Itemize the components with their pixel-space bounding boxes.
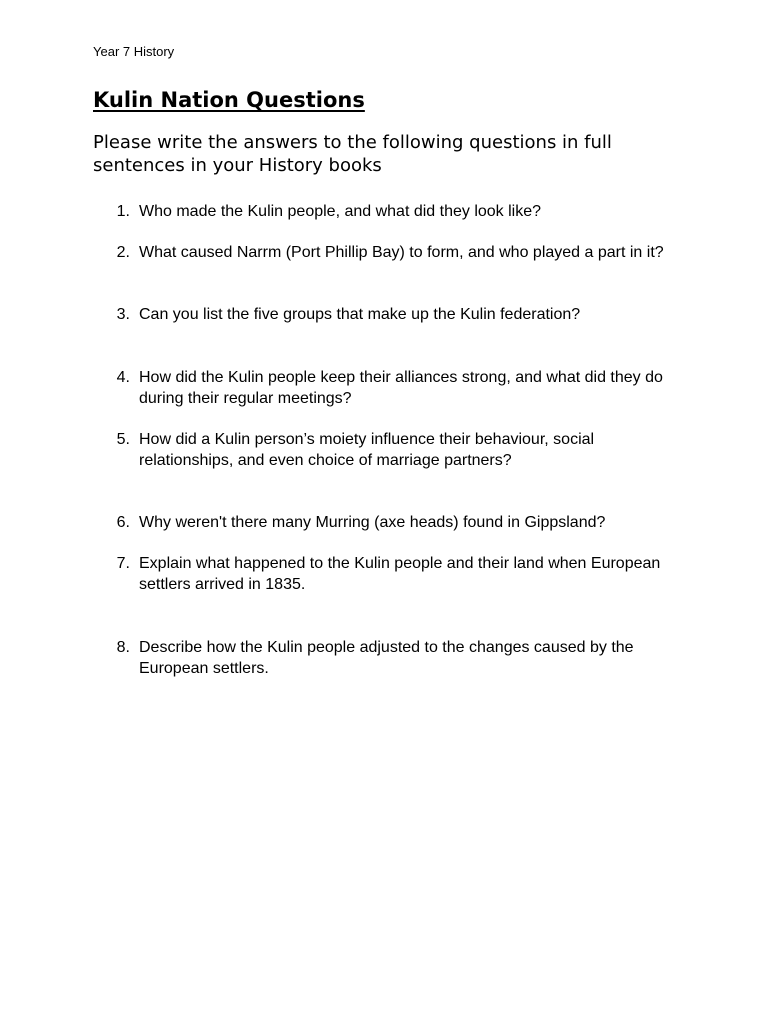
- question-text: How did a Kulin person’s moiety influence their behaviour, social relationships, and even choice of marriage partners?: [139, 431, 595, 469]
- question-number: 2.: [116, 244, 130, 261]
- question-number: 4.: [116, 369, 130, 386]
- page-header: Year 7 History: [93, 44, 175, 59]
- question-text: Explain what happened to the Kulin people and their land when European settlers arrived in 1835.: [139, 555, 661, 593]
- question-text: Who made the Kulin people, and what did they look like?: [139, 203, 542, 220]
- question-text: Describe how the Kulin people adjusted to the changes caused by the European settlers.: [139, 639, 634, 677]
- page-title: Kulin Nation Questions: [93, 88, 365, 112]
- question-number: 3.: [116, 306, 130, 323]
- question-text: How did the Kulin people keep their alliances strong, and what did they do during their regular meetings?: [139, 369, 663, 407]
- question-number: 5.: [116, 431, 130, 448]
- question-number: 7.: [116, 555, 130, 572]
- question-number: 1.: [116, 203, 130, 220]
- question-number: 6.: [116, 514, 130, 531]
- question-text: Can you list the five groups that make up the Kulin federation?: [139, 306, 581, 323]
- instructions-text: Please write the answers to the following questions in full sentences in your History books: [93, 132, 612, 176]
- question-text: What caused Narrm (Port Phillip Bay) to form, and who played a part in it?: [139, 244, 664, 261]
- question-text: Why weren't there many Murring (axe heads) found in Gippsland?: [139, 514, 606, 531]
- question-number: 8.: [116, 639, 130, 656]
